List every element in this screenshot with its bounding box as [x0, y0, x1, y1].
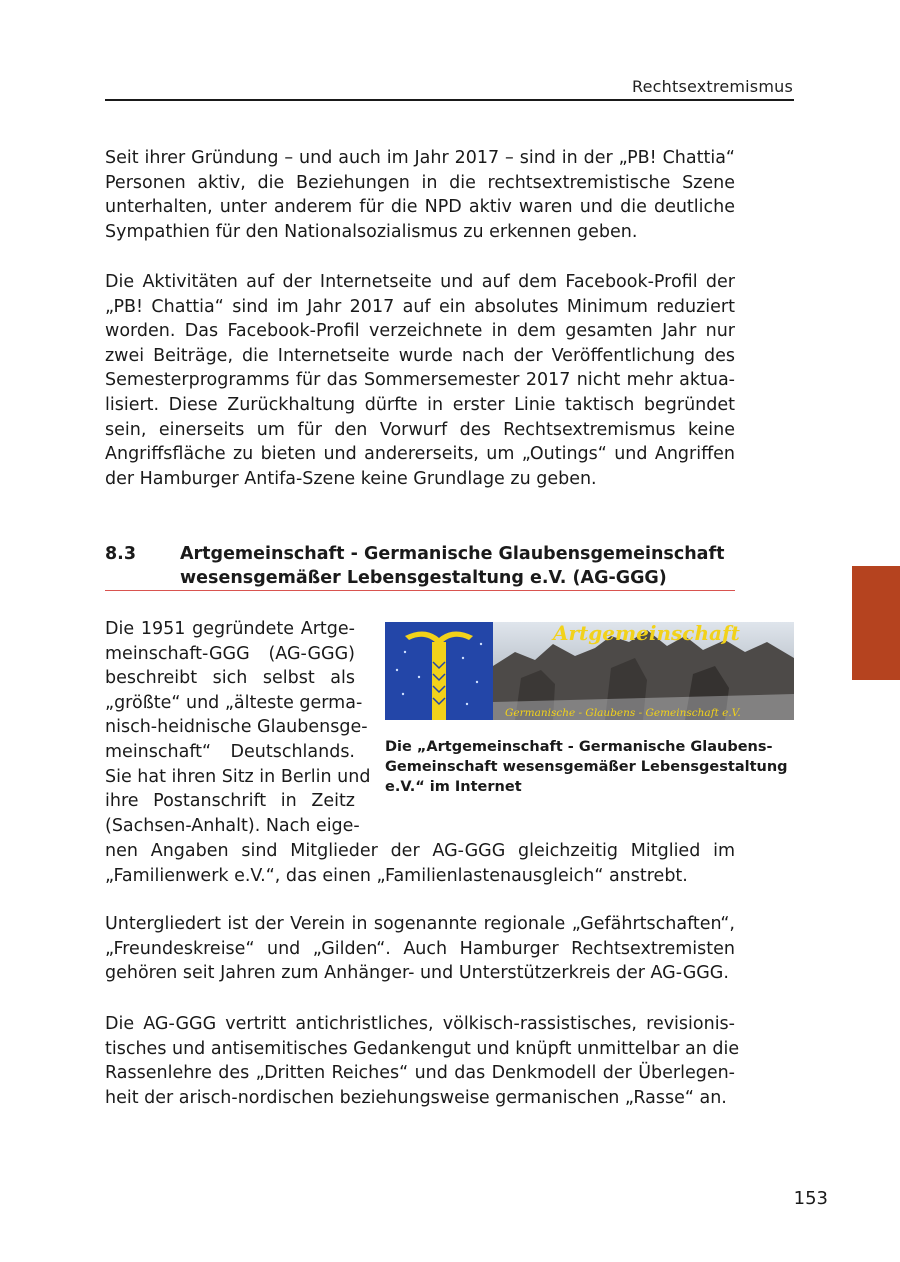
page-number: 153 [793, 1188, 828, 1209]
paragraph-4 [105, 912, 735, 986]
text-line: sein, einerseits um für den Vorwurf des Rechtsextremismus keine [105, 419, 735, 440]
text-line: zwei Beiträge, die Internetseite wurde nach der Veröffentlichung des [105, 345, 735, 366]
text-line: nen Angaben sind Mitglieder der AG-GGG gleichzeitig Mitglied im [105, 841, 735, 861]
running-head: Rechtsextremismus [632, 77, 793, 96]
text-line: Sie hat ihren Sitz in Berlin und [105, 766, 371, 787]
text-line: beschreibt sich selbst als [105, 668, 355, 689]
text-line: meinschaft“ Deutschlands. [105, 741, 355, 762]
text-line: worden. Das Facebook-Profil verzeichnete in dem gesamten Jahr nur [105, 321, 735, 342]
text-line: „Familienwerk e.V.“, das einen „Familienlastenausgleich“ anstrebt. [105, 865, 688, 886]
paragraph-5 [105, 1012, 740, 1110]
banner-subtitle: Germanische - Glaubens - Gemeinschaft e.V. [505, 707, 741, 719]
paragraph-3-wrapped [105, 617, 371, 838]
text-line: „Freundeskreise“ und „Gilden“. Auch Hamburger Rechtsextremisten [105, 938, 735, 959]
text-line: Sympathien für den Nationalsozialismus zu erkennen geben. [105, 221, 638, 242]
section-title-line: Artgemeinschaft - Germanische Glaubensgemeinschaft [180, 544, 725, 564]
text-line: unterhalten, unter anderem für die NPD aktiv waren und die deutliche [105, 197, 735, 218]
section-rule [105, 590, 735, 591]
text-line: der Hamburger Antifa-Szene keine Grundlage zu geben. [105, 468, 597, 489]
text-line: heit der arisch-nordischen beziehungsweise germanischen „Rasse“ an. [105, 1087, 727, 1108]
text-line: gehören seit Jahren zum Anhänger- und Unterstützerkreis der AG-GGG. [105, 963, 729, 984]
paragraph-3-continued [105, 839, 735, 888]
figure-caption [385, 737, 794, 797]
text-line: „PB! Chattia“ sind im Jahr 2017 auf ein absolutes Minimum reduziert [105, 296, 735, 317]
text-line: Die AG-GGG vertritt antichristliches, völkisch-rassistisches, revisionis- [105, 1014, 735, 1034]
chapter-tab [852, 566, 900, 680]
section-title [180, 542, 740, 590]
text-line: Die 1951 gegründete Artge- [105, 619, 355, 639]
paragraph-1 [105, 146, 735, 244]
text-line: tisches und antisemitisches Gedankengut und knüpft unmittelbar an die [105, 1038, 740, 1059]
banner-title: Artgemeinschaft [553, 622, 740, 645]
paragraph-2 [105, 270, 735, 491]
text-line: Semesterprogramms für das Sommersemester 2017 nicht mehr aktua- [105, 370, 735, 391]
header-rule [105, 99, 794, 101]
artgemeinschaft-banner-image [385, 622, 794, 720]
section-title-line: wesensgemäßer Lebensgestaltung e.V. (AG-GGG) [180, 568, 667, 588]
text-line: Untergliedert ist der Verein in sogenannte regionale „Gefährtschaften“, [105, 914, 735, 934]
section-number: 8.3 [105, 544, 137, 564]
text-line: Rassenlehre des „Dritten Reiches“ und das Denkmodell der Überlegen- [105, 1063, 735, 1084]
text-line: Angriffsfläche zu bieten und andererseits, um „Outings“ und Angriffen [105, 444, 735, 465]
text-line: Die Aktivitäten auf der Internetseite und auf dem Facebook-Profil der [105, 272, 735, 292]
text-line: Seit ihrer Gründung – und auch im Jahr 2017 – sind in der „PB! Chattia“ [105, 148, 735, 168]
text-line: ihre Postanschrift in Zeitz [105, 791, 355, 812]
caption-line: Gemeinschaft wesensgemäßer Lebensgestaltung [385, 759, 788, 775]
text-line: nisch-heidnische Glaubensge- [105, 717, 368, 738]
text-line: „größte“ und „älteste germa- [105, 692, 363, 713]
text-line: Personen aktiv, die Beziehungen in die rechtsextremistische Szene [105, 172, 735, 193]
caption-line: e.V.“ im Internet [385, 779, 522, 795]
text-line: (Sachsen-Anhalt). Nach eige- [105, 815, 360, 836]
text-line: meinschaft-GGG (AG-GGG) [105, 643, 355, 664]
text-line: lisiert. Diese Zurückhaltung dürfte in erster Linie taktisch begründet [105, 394, 735, 415]
caption-line: Die „Artgemeinschaft - Germanische Glaubens- [385, 739, 773, 755]
